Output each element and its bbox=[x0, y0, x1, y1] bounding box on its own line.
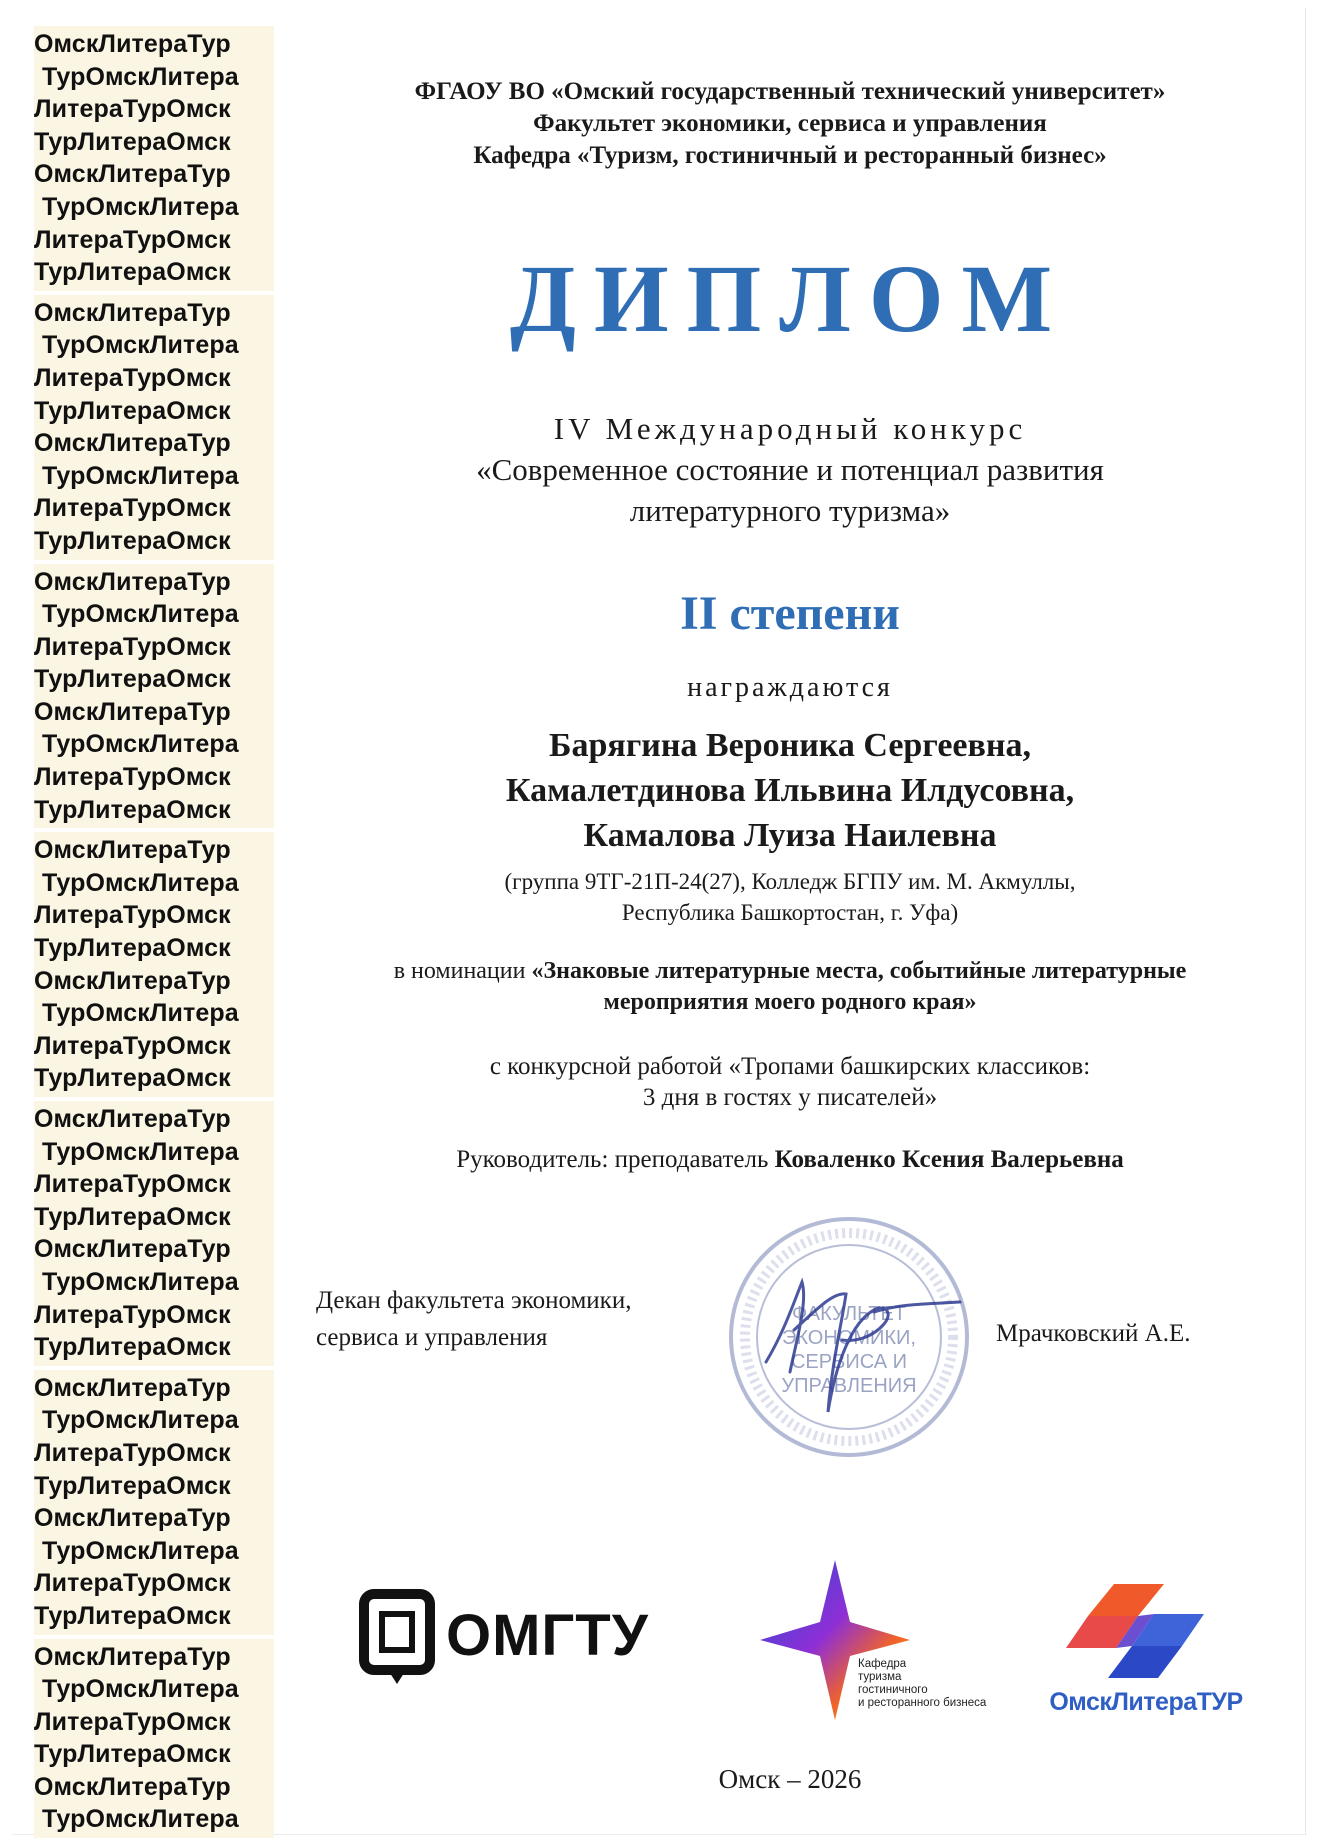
strip-word: ЛитераТурОмск bbox=[34, 95, 231, 124]
strip-word: ОмскЛитераТур bbox=[34, 1105, 231, 1133]
supervisor bbox=[300, 1144, 1280, 1176]
strip-word: ОмскЛитераТур bbox=[34, 298, 231, 327]
strip-word: ОмскЛитераТур bbox=[34, 966, 231, 995]
nomination-title-1: «Знаковые литературные места, событийные литературные bbox=[531, 958, 1187, 984]
strip-word: ТурОмскЛитера bbox=[42, 1805, 239, 1834]
strip-word: ТурОмскЛитера bbox=[42, 192, 239, 221]
strip-word: ТурОмскЛитера bbox=[42, 600, 239, 629]
strip-word: ТурЛитераОмск bbox=[34, 1333, 231, 1362]
awarded-label: награждаются bbox=[687, 672, 893, 703]
strip-word: ОмскЛитераТур bbox=[34, 1772, 231, 1801]
role-line-2: сервиса и управления bbox=[316, 1324, 548, 1351]
strip-word: ЛитераТурОмск bbox=[34, 1170, 231, 1199]
omgtu-logo bbox=[358, 1588, 658, 1688]
role-line-1: Декан факультета экономики, bbox=[316, 1287, 632, 1314]
strip-word: ЛитераТурОмск bbox=[34, 1031, 231, 1060]
strip-word: ЛитераТурОмск bbox=[34, 632, 231, 661]
strip-word: ЛитераТурОмск bbox=[34, 763, 231, 792]
strip-word: ОмскЛитераТур bbox=[34, 836, 231, 865]
strip-word: ТурЛитераОмск bbox=[34, 1740, 231, 1769]
contest-line-1: IV Международный конкурс bbox=[553, 411, 1027, 446]
contest-line-3: литературного туризма» bbox=[629, 493, 951, 528]
signatory-name: Мрачковский А.Е. bbox=[996, 1320, 1191, 1347]
strip-word: ТурЛитераОмск bbox=[34, 396, 231, 425]
strip-word: ЛитераТурОмск bbox=[34, 1300, 231, 1329]
strip-word: ТурОмскЛитера bbox=[42, 868, 239, 897]
nomination-prefix: в номинации bbox=[393, 958, 532, 984]
omgtu-emblem-icon bbox=[358, 1588, 438, 1688]
strip-word: ОмскЛитераТур bbox=[34, 429, 231, 458]
strip-block bbox=[34, 832, 274, 1097]
strip-word: ТурЛитераОмск bbox=[34, 795, 231, 824]
strip-word: ТурЛитераОмск bbox=[34, 934, 231, 963]
svg-text:УПРАВЛЕНИЯ: УПРАВЛЕНИЯ bbox=[781, 1375, 917, 1397]
svg-text:СЕРВИСА И: СЕРВИСА И bbox=[790, 1351, 908, 1373]
omgtu-wordmark: ОМГТУ bbox=[446, 1603, 649, 1668]
strip-word: ТурОмскЛитера bbox=[42, 331, 239, 360]
strip-word: ТурОмскЛитера bbox=[42, 1406, 239, 1435]
strip-word: ОмскЛитераТур bbox=[34, 160, 231, 189]
strip-word: ТурЛитераОмск bbox=[34, 1601, 231, 1630]
awardee-names bbox=[300, 723, 1280, 858]
header-university: ФГАОУ ВО «Омский государственный технический университет» bbox=[414, 78, 1166, 105]
group-line-2: Республика Башкортостан, г. Уфа) bbox=[621, 900, 959, 925]
work-line-2: 3 дня в гостях у писателей» bbox=[642, 1084, 938, 1111]
strip-word: ТурОмскЛитера bbox=[42, 730, 239, 759]
strip-word: ТурЛитераОмск bbox=[34, 1202, 231, 1231]
work-line-1: с конкурсной работой «Тропами башкирских классиков: bbox=[489, 1053, 1091, 1080]
strip-word: ЛитераТурОмск bbox=[34, 1569, 231, 1598]
strip-word: ТурЛитераОмск bbox=[34, 665, 231, 694]
dept-caption-line: гостиничного bbox=[858, 1684, 928, 1696]
diploma-title: ДИПЛОМ bbox=[509, 245, 1071, 352]
contest-name bbox=[300, 408, 1280, 531]
strip-word: ОмскЛитераТур bbox=[34, 1504, 231, 1533]
strip-block bbox=[34, 1639, 274, 1839]
awardee-group-info bbox=[300, 866, 1280, 928]
supervisor-name: Коваленко Ксения Валерьевна bbox=[774, 1146, 1124, 1173]
strip-word: ОмскЛитераТур bbox=[34, 1235, 231, 1264]
strip-word: ТурОмскЛитера bbox=[42, 999, 239, 1028]
place-and-year: Омск – 2026 bbox=[718, 1764, 862, 1794]
strip-word: ТурОмскЛитера bbox=[42, 62, 239, 91]
strip-word: ОмскЛитераТур bbox=[34, 30, 231, 58]
strip-word: ЛитераТурОмск bbox=[34, 494, 231, 523]
strip-word: ТурОмскЛитера bbox=[42, 461, 239, 490]
signatory-role bbox=[316, 1282, 736, 1356]
header-department: Кафедра «Туризм, гостиничный и ресторанный бизнес» bbox=[473, 142, 1107, 169]
svg-text:ФАКУЛЬТЕТ: ФАКУЛЬТЕТ bbox=[791, 1303, 907, 1325]
strip-word: ТурОмскЛитера bbox=[42, 1137, 239, 1166]
svg-text:ЭКОНОМИКИ,: ЭКОНОМИКИ, bbox=[782, 1327, 916, 1349]
strip-word: ОмскЛитераТур bbox=[34, 567, 231, 596]
awardee-name: Барягина Вероника Сергеевна, bbox=[549, 727, 1031, 764]
strip-word: ЛитераТурОмск bbox=[34, 901, 231, 930]
awardee-name: Камалова Луиза Наилевна bbox=[583, 817, 997, 854]
department-logo bbox=[760, 1560, 1020, 1720]
omsk-literatur-logo bbox=[1046, 1576, 1246, 1726]
strip-word: ТурЛитераОмск bbox=[34, 127, 231, 156]
strip-word: ОмскЛитераТур bbox=[34, 1642, 231, 1671]
nomination-title-2: мероприятия моего родного края» bbox=[603, 989, 977, 1015]
strip-word: ЛитераТурОмск bbox=[34, 1438, 231, 1467]
strip-word: ЛитераТурОмск bbox=[34, 363, 231, 392]
awardee-name: Камалетдинова Ильвина Илдусовна, bbox=[505, 772, 1075, 809]
strip-word: ОмскЛитераТур bbox=[34, 1373, 231, 1402]
supervisor-prefix: Руководитель: преподаватель bbox=[456, 1146, 775, 1173]
university-header bbox=[300, 76, 1280, 172]
dept-caption-line: и ресторанного бизнеса bbox=[858, 1697, 987, 1709]
strip-word: ЛитераТурОмск bbox=[34, 1707, 231, 1736]
strip-block bbox=[34, 1101, 274, 1366]
award-degree: II степени bbox=[680, 587, 900, 640]
dept-caption-line: туризма bbox=[858, 1671, 902, 1683]
dept-caption-line: Кафедра bbox=[858, 1658, 907, 1670]
strip-block bbox=[34, 295, 274, 560]
strip-word: ТурЛитераОмск bbox=[34, 258, 231, 287]
strip-word: ЛитераТурОмск bbox=[34, 225, 231, 254]
strip-word: ТурОмскЛитера bbox=[42, 1675, 239, 1704]
strip-word: ТурЛитераОмск bbox=[34, 1471, 231, 1500]
strip-word: ТурОмскЛитера bbox=[42, 1267, 239, 1296]
strip-block bbox=[34, 564, 274, 829]
strip-block bbox=[34, 1370, 274, 1635]
strip-block bbox=[34, 26, 274, 291]
strip-word: ОмскЛитераТур bbox=[34, 697, 231, 726]
header-faculty: Факультет экономики, сервиса и управления bbox=[533, 110, 1047, 137]
group-line-1: (группа 9ТГ-21П-24(27), Колледж БГПУ им. М. Акмуллы, bbox=[504, 869, 1076, 894]
official-stamp bbox=[724, 1212, 974, 1462]
strip-word: ТурЛитераОмск bbox=[34, 1064, 231, 1093]
strip-word: ТурОмскЛитера bbox=[42, 1536, 239, 1565]
literatur-emblem-icon bbox=[1046, 1576, 1246, 1686]
strip-word: ТурЛитераОмск bbox=[34, 526, 231, 555]
contest-line-2: «Современное состояние и потенциал развития bbox=[476, 452, 1104, 487]
nomination bbox=[300, 956, 1280, 1018]
department-logo-caption bbox=[858, 1658, 1028, 1710]
ornamental-word-strip bbox=[34, 26, 274, 1834]
literatur-wordmark: ОмскЛитераТУР bbox=[1049, 1688, 1243, 1716]
contest-work bbox=[300, 1051, 1280, 1113]
